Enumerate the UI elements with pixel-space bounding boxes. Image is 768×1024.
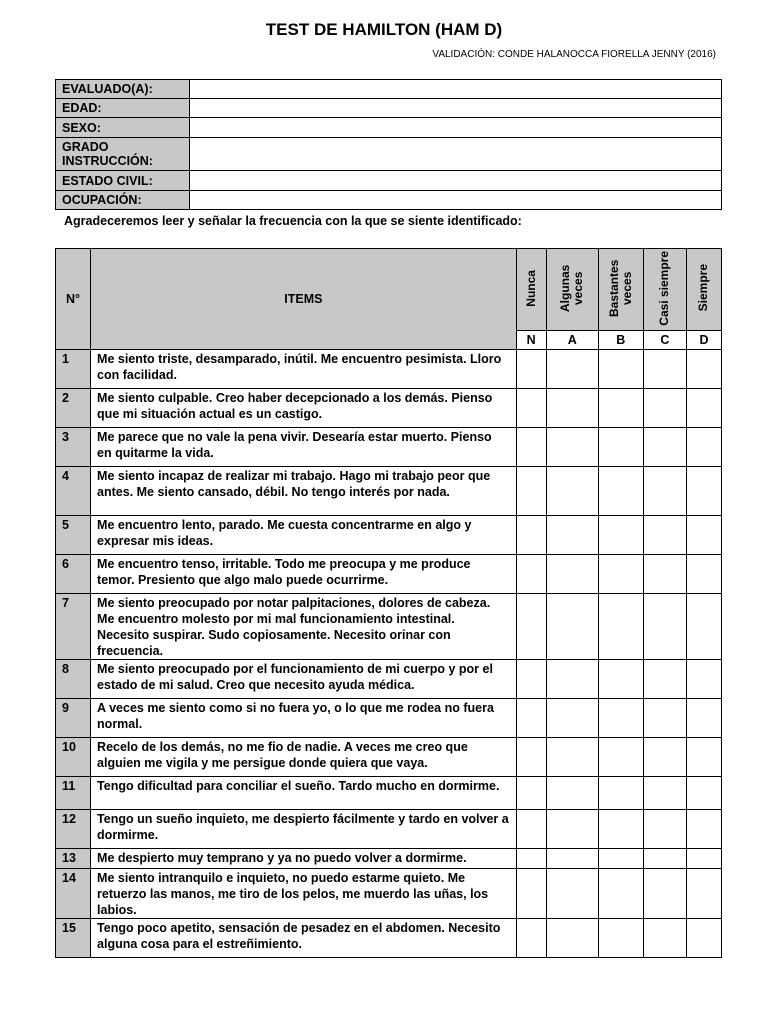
column-header-frequency xyxy=(546,249,598,331)
table-row xyxy=(56,869,722,919)
item-text: Me siento preocupado por el funcionamiento de mi cuerpo y por el estado de mi salud. Creo que necesito ayuda médica. xyxy=(91,660,517,699)
answer-cell-c[interactable] xyxy=(643,389,686,428)
answer-cell-b[interactable] xyxy=(598,699,643,738)
frequency-code: D xyxy=(686,331,721,350)
item-text: Me siento intranquilo e inquieto, no puedo estarme quieto. Me retuerzo las manos, me tiro de los pelos, me muerdo las uñas, los labios. xyxy=(91,869,517,919)
answer-cell-a[interactable] xyxy=(546,738,598,777)
answer-cell-b[interactable] xyxy=(598,555,643,594)
answer-cell-d[interactable] xyxy=(686,738,721,777)
answer-cell-a[interactable] xyxy=(546,555,598,594)
item-text: Me siento culpable. Creo haber decepcionado a los demás. Pienso que mi situación actual es un castigo. xyxy=(91,389,517,428)
answer-cell-n[interactable] xyxy=(516,869,546,919)
frequency-code: N xyxy=(516,331,546,350)
info-label: EVALUADO(A): xyxy=(56,80,190,99)
item-text: A veces me siento como si no fuera yo, o lo que me rodea no fuera normal. xyxy=(91,699,517,738)
item-number: 15 xyxy=(56,919,91,958)
info-value-field[interactable] xyxy=(190,80,722,99)
answer-cell-d[interactable] xyxy=(686,516,721,555)
table-row xyxy=(56,350,722,389)
info-label: ESTADO CIVIL: xyxy=(56,171,190,191)
item-number: 12 xyxy=(56,810,91,849)
answer-cell-a[interactable] xyxy=(546,849,598,869)
answer-cell-a[interactable] xyxy=(546,428,598,467)
answer-cell-c[interactable] xyxy=(643,350,686,389)
item-text: Tengo poco apetito, sensación de pesadez en el abdomen. Necesito alguna cosa para el estreñimiento. xyxy=(91,919,517,958)
answer-cell-a[interactable] xyxy=(546,389,598,428)
item-text: Tengo dificultad para conciliar el sueño. Tardo mucho en dormirme. xyxy=(91,777,517,810)
answer-cell-d[interactable] xyxy=(686,555,721,594)
info-row xyxy=(56,191,722,210)
item-text: Me siento triste, desamparado, inútil. Me encuentro pesimista. Lloro con facilidad. xyxy=(91,350,517,389)
answer-cell-a[interactable] xyxy=(546,919,598,958)
info-label: OCUPACIÓN: xyxy=(56,191,190,210)
answer-cell-n[interactable] xyxy=(516,810,546,849)
table-row xyxy=(56,467,722,516)
item-number: 11 xyxy=(56,777,91,810)
info-value-field[interactable] xyxy=(190,191,722,210)
info-row xyxy=(56,171,722,191)
answer-cell-b[interactable] xyxy=(598,810,643,849)
column-header-number: N° xyxy=(56,249,91,350)
info-row xyxy=(56,99,722,118)
frequency-code: B xyxy=(598,331,643,350)
instruction-text: Agradeceremos leer y señalar la frecuencia con la que se siente identificado: xyxy=(64,214,522,228)
answer-cell-d[interactable] xyxy=(686,849,721,869)
item-text: Me despierto muy temprano y ya no puedo volver a dormirme. xyxy=(91,849,517,869)
answer-cell-c[interactable] xyxy=(643,660,686,699)
item-number: 14 xyxy=(56,869,91,919)
answer-cell-b[interactable] xyxy=(598,738,643,777)
answer-cell-b[interactable] xyxy=(598,777,643,810)
info-value-field[interactable] xyxy=(190,171,722,191)
info-label: SEXO: xyxy=(56,118,190,138)
column-header-items: ITEMS xyxy=(91,249,517,350)
item-number: 3 xyxy=(56,428,91,467)
answer-cell-c[interactable] xyxy=(643,738,686,777)
answer-cell-d[interactable] xyxy=(686,428,721,467)
table-row xyxy=(56,919,722,958)
item-text: Me siento incapaz de realizar mi trabajo. Hago mi trabajo peor que antes. Me siento cansado, débil. No tengo interés por nada. xyxy=(91,467,517,516)
frequency-code: A xyxy=(546,331,598,350)
answer-cell-b[interactable] xyxy=(598,428,643,467)
answer-cell-d[interactable] xyxy=(686,389,721,428)
item-text: Me siento preocupado por notar palpitaciones, dolores de cabeza. Me encuentro molesto por mi mal funcionamiento intestinal. Necesito suspirar. Sudo copiosamente. Necesito orinar con frecuencia. xyxy=(91,594,517,660)
table-row xyxy=(56,428,722,467)
frequency-label: Casi siempre xyxy=(657,250,672,326)
answer-cell-b[interactable] xyxy=(598,849,643,869)
answer-cell-c[interactable] xyxy=(643,777,686,810)
frequency-label: Nunca xyxy=(523,269,538,307)
answer-cell-b[interactable] xyxy=(598,516,643,555)
info-row xyxy=(56,118,722,138)
answer-cell-a[interactable] xyxy=(546,467,598,516)
answer-cell-n[interactable] xyxy=(516,699,546,738)
info-value-field[interactable] xyxy=(190,118,722,138)
column-header-frequency xyxy=(643,249,686,331)
item-number: 1 xyxy=(56,350,91,389)
answer-cell-a[interactable] xyxy=(546,516,598,555)
answer-cell-n[interactable] xyxy=(516,555,546,594)
answer-cell-d[interactable] xyxy=(686,919,721,958)
item-text: Tengo un sueño inquieto, me despierto fácilmente y tardo en volver a dormirme. xyxy=(91,810,517,849)
table-row xyxy=(56,594,722,660)
table-row xyxy=(56,810,722,849)
column-header-frequency xyxy=(516,249,546,331)
answer-cell-c[interactable] xyxy=(643,810,686,849)
answer-cell-c[interactable] xyxy=(643,516,686,555)
answer-cell-c[interactable] xyxy=(643,555,686,594)
table-row xyxy=(56,389,722,428)
answer-cell-b[interactable] xyxy=(598,467,643,516)
answer-cell-n[interactable] xyxy=(516,516,546,555)
answer-cell-d[interactable] xyxy=(686,699,721,738)
item-number: 10 xyxy=(56,738,91,777)
answer-cell-b[interactable] xyxy=(598,389,643,428)
answer-cell-b[interactable] xyxy=(598,919,643,958)
item-number: 9 xyxy=(56,699,91,738)
answer-cell-d[interactable] xyxy=(686,467,721,516)
answer-cell-b[interactable] xyxy=(598,869,643,919)
item-number: 6 xyxy=(56,555,91,594)
item-number: 13 xyxy=(56,849,91,869)
answer-cell-a[interactable] xyxy=(546,594,598,660)
answer-cell-a[interactable] xyxy=(546,869,598,919)
item-text: Me parece que no vale la pena vivir. Desearía estar muerto. Pienso en quitarme la vida. xyxy=(91,428,517,467)
document-title: TEST DE HAMILTON (HAM D) xyxy=(265,20,503,39)
frequency-code: C xyxy=(643,331,686,350)
item-number: 2 xyxy=(56,389,91,428)
answer-cell-b[interactable] xyxy=(598,660,643,699)
answer-cell-a[interactable] xyxy=(546,699,598,738)
item-text: Recelo de los demás, no me fio de nadie. A veces me creo que alguien me vigila y me persigue donde quiera que vaya. xyxy=(91,738,517,777)
answer-cell-n[interactable] xyxy=(516,849,546,869)
item-number: 5 xyxy=(56,516,91,555)
answer-cell-a[interactable] xyxy=(546,777,598,810)
answer-cell-d[interactable] xyxy=(686,869,721,919)
table-row xyxy=(56,516,722,555)
item-text: Me encuentro tenso, irritable. Todo me preocupa y me produce temor. Presiento que algo malo puede ocurrirme. xyxy=(91,555,517,594)
answer-cell-c[interactable] xyxy=(643,699,686,738)
answer-cell-c[interactable] xyxy=(643,919,686,958)
info-row xyxy=(56,138,722,171)
answer-cell-n[interactable] xyxy=(516,389,546,428)
answer-cell-n[interactable] xyxy=(516,350,546,389)
answer-cell-d[interactable] xyxy=(686,777,721,810)
frequency-label: Siempre xyxy=(696,264,711,312)
table-row xyxy=(56,660,722,699)
table-row xyxy=(56,777,722,810)
validation-note: VALIDACIÓN: CONDE HALANOCCA FIORELLA JENNY (2016) xyxy=(432,49,716,60)
answer-cell-a[interactable] xyxy=(546,660,598,699)
table-row xyxy=(56,555,722,594)
info-value-field[interactable] xyxy=(190,99,722,118)
info-value-field[interactable] xyxy=(190,138,722,171)
column-header-frequency xyxy=(686,249,721,331)
answer-cell-n[interactable] xyxy=(516,919,546,958)
answer-cell-d[interactable] xyxy=(686,810,721,849)
answer-cell-c[interactable] xyxy=(643,849,686,869)
items-table xyxy=(55,248,722,958)
answer-cell-b[interactable] xyxy=(598,350,643,389)
item-number: 8 xyxy=(56,660,91,699)
table-row xyxy=(56,849,722,869)
answer-cell-d[interactable] xyxy=(686,594,721,660)
respondent-info-table xyxy=(55,79,722,210)
item-text: Me encuentro lento, parado. Me cuesta concentrarme en algo y expresar mis ideas. xyxy=(91,516,517,555)
item-number: 7 xyxy=(56,594,91,660)
answer-cell-a[interactable] xyxy=(546,350,598,389)
item-number: 4 xyxy=(56,467,91,516)
frequency-label: Bastantes veces xyxy=(606,259,634,317)
table-row xyxy=(56,738,722,777)
info-label: GRADO INSTRUCCIÓN: xyxy=(56,138,190,171)
answer-cell-n[interactable] xyxy=(516,777,546,810)
info-row xyxy=(56,80,722,99)
answer-cell-n[interactable] xyxy=(516,738,546,777)
info-label: EDAD: xyxy=(56,99,190,118)
answer-cell-c[interactable] xyxy=(643,428,686,467)
answer-cell-c[interactable] xyxy=(643,594,686,660)
answer-cell-d[interactable] xyxy=(686,660,721,699)
answer-cell-n[interactable] xyxy=(516,467,546,516)
frequency-label: Algunas veces xyxy=(558,264,586,312)
column-header-frequency xyxy=(598,249,643,331)
answer-cell-c[interactable] xyxy=(643,869,686,919)
answer-cell-n[interactable] xyxy=(516,594,546,660)
answer-cell-n[interactable] xyxy=(516,428,546,467)
answer-cell-b[interactable] xyxy=(598,594,643,660)
answer-cell-a[interactable] xyxy=(546,810,598,849)
answer-cell-c[interactable] xyxy=(643,467,686,516)
table-row xyxy=(56,699,722,738)
answer-cell-n[interactable] xyxy=(516,660,546,699)
answer-cell-d[interactable] xyxy=(686,350,721,389)
